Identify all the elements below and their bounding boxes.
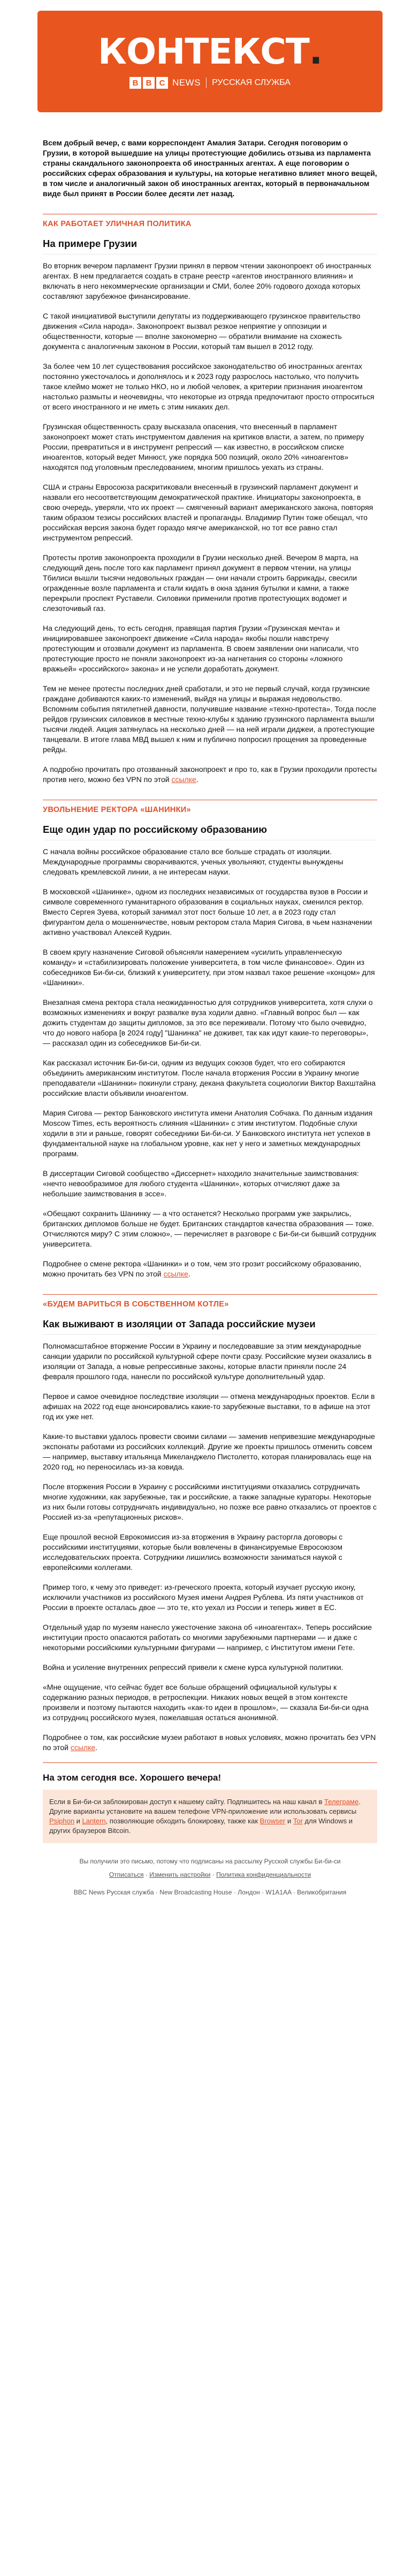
link-tail: . — [196, 775, 198, 784]
paragraph: Отдельный удар по музеям нанесло ужесточение закона об «иноагентах». Теперь российские институции просто опасаются работать со многими зарубежными партнерами — и даже с некоторыми российскими культурными фигурами — например, с Институтом имени Гете. — [43, 1623, 372, 1652]
paragraph: «Обещают сохранить Шанинку — а что останется? Несколько программ уже закрылись, британских дипломов больше не будет. Британских стандартов качества образования — тоже. Отчисляются миру? С этим сложно», — перечисляет в разговоре с Би-би-си бывший сотрудник университета. — [43, 1209, 377, 1248]
note-text: , позволяющие обходить блокировку, также как — [105, 1817, 260, 1825]
footer — [37, 1857, 383, 1897]
section-label: КАК РАБОТАЕТ УЛИЧНАЯ ПОЛИТИКА — [43, 220, 192, 228]
bbc-brand — [129, 77, 291, 89]
paragraph: С начала войны российское образование стало все больше страдать от изоляции. Международные программы сворачиваются, ученых увольняют, студенты вынуждены следовать кремлевской линии, а не интересам науки. — [43, 847, 343, 876]
link-tail: . — [95, 1743, 98, 1752]
bbc-block-c: C — [156, 77, 168, 89]
paragraph: После вторжения России в Украину с российскими институциями отказались сотрудничать многие художники, как зарубежные, так и российские, а также западные кураторы. Некоторые из них были готовы сотрудничать индивидуально, но позже все равно отказались от проектов с Россией из-за «репутационных рисков». — [43, 1482, 377, 1521]
section-georgia — [37, 214, 383, 785]
paragraph: За более чем 10 лет существования российское законодательство об иностранных агентах постоянно ужесточалось и дополнялось и к 2023 году разрослось настолько, что получить такое клеймо может не только НКО, но и любой человек, а критерии признания иноагентом настолько размыты и неочевидны, что некоторые из отряда предпочитают просто отпроситься от всего иностранного и не иметь с этим никаких дел. — [43, 362, 375, 411]
bbc-news-label: NEWS — [172, 78, 201, 88]
bbc-block-b1: B — [129, 77, 141, 89]
paragraph: «Мне ощущение, что сейчас будет все больше обращений официальной культуры к содержанию разных периодов, в ретроспекции. Никаких новых вещей в этом контексте произвели и поэтому пытаются находить «как-то идеи в прошлом», — сказала Би-би-си одна из сотрудниц российского музея, пожелавшая остаться анонимной. — [43, 1683, 369, 1722]
header-banner — [37, 11, 383, 112]
service-name: РУССКАЯ СЛУЖБА — [212, 78, 291, 87]
brand-divider — [206, 78, 207, 88]
section-shaninka — [37, 800, 383, 1279]
article-link[interactable]: ссылке — [70, 1743, 96, 1752]
note-text: и — [74, 1817, 82, 1825]
section-title: Еще один удар по российскому образованию — [43, 824, 268, 835]
section-museums — [37, 1294, 383, 1753]
paragraph: Внезапная смена ректора стала неожиданностью для сотрудников университета, хотя слухи о возможных изменениях и вокруг развалке вуза ходили давно. «Главный вопрос был — как дожить студентам до защиты дипломов, за это все переживали. Потому что было очевидно, что до нового набора [в 2024 году] "Шанинка" не доживет, так как идут какие-то переговоры», — рассказал один из собеседников Би-би-си. — [43, 998, 373, 1047]
paragraph-text: А подробно прочитать про отозванный законопроект и про то, как в Грузии проходили протесты против него, можно без VPN по этой — [43, 765, 377, 784]
psiphon-link[interactable]: Psiphon — [49, 1817, 74, 1825]
logo-dot: . — [309, 31, 322, 72]
paragraph-with-link — [43, 1732, 377, 1753]
section-label: УВОЛЬНЕНИЕ РЕКТОРА «ШАНИНКИ» — [43, 806, 191, 814]
intro-text: Всем добрый вечер, с вами корреспондент Амалия Затари. Сегодня поговорим о Грузии, в которой вышедшие на улицы протестующие добились отзыва из парламента страны скандального законопроекта об иностранных агентах. А еще поговорим о российских сферах образования и культуры, на которые негативно влияет много вещей, в том числе и аналогичный закон об иностранных агентах, который в первоначальном виде был принят в России более десяти лет назад. — [43, 138, 377, 198]
browser-link[interactable]: Browser — [259, 1817, 286, 1825]
newsletter — [37, 11, 383, 1897]
paragraph: Война и усиление внутренних репрессий привели к смене курса культурной политики. — [43, 1663, 343, 1672]
paragraph-text: Подробнее о смене ректора «Шанинки» и о том, чем это грозит российскому образованию, можно прочитать без VPN по этой — [43, 1259, 362, 1278]
lantern-link[interactable]: Lantern — [82, 1817, 106, 1825]
footer-links: Отписаться · Изменить настройки · Политика конфиденциальности — [109, 1871, 311, 1878]
paragraph: Пример того, к чему это приведет: из-греческого проекта, который изучает русскую икону, исключили участников из российского Музея имени Андрея Рублева. Из пяти участников от России в проекте осталась двое — это те, кто уехал из России и теперь живет в ЕС. — [43, 1583, 364, 1612]
paragraph-text: Подробнее о том, как российские музеи работают в новых условиях, можно прочитать без VPN по этой — [43, 1733, 376, 1752]
paragraph: С такой инициативой выступили депутаты из поддерживающего грузинское правительство движения «Сила народа». Законопроект вызвал резкое неприятие у оппозиции и общественности, которые — вполне закономерно — обратили внимание на схожесть документа с аналогичным законом в России, который там вышел в 2012 году. — [43, 312, 361, 351]
telegram-link[interactable]: Телеграме — [324, 1798, 359, 1806]
paragraph: Какие-то выставки удалось провести своими силами — заменив непривезшие международные экспонаты работами из российских коллекций. Другие же проекты пришлось отменить совсем — например, выставку итальянца Микеланджело Пистолетто, которая планировалась еще на 2020 год, но переносилась из-за ковида. — [43, 1432, 375, 1471]
note-text: для Windows и других браузеров Bitcoin. — [49, 1817, 353, 1835]
access-note — [43, 1790, 377, 1843]
paragraph: Первое и самое очевидное последствие изоляции — отмена международных проектов. Если в афишах на 2022 год еще анонсировались какие-то зарубежные выставки, то в афише на этот год их уже нет. — [43, 1392, 375, 1421]
note-text: . Другие варианты установите на вашем телефоне VPN-приложение или использовать сервисы — [49, 1798, 361, 1815]
bbc-block-b2: B — [143, 77, 155, 89]
paragraph-with-link — [43, 1259, 377, 1279]
paragraph: Мария Сигова — ректор Банковского института имени Анатолия Собчака. По данным издания Moscow Times, есть вероятность слияния «Шанинки» с этим институтом. Подобные слухи ходили в эти и раньше, говорят собеседники Би-би-си. У Банковского института нет успехов в фундаментальной науке на глобальном уровне, как нет у него и заметных международных программ. — [43, 1109, 373, 1158]
link-tail: . — [188, 1270, 190, 1278]
paragraph: В диссертации Сиговой сообщество «Диссернет» находило значительные заимствования: «нечто невообразимое для любого студента «Шанинки», которых отчисляют даже за небольшие заимствования в эссе». — [43, 1169, 359, 1198]
article-link[interactable]: ссылке — [171, 775, 196, 784]
paragraph: Тем не менее протесты последних дней сработали, и это не первый случай, когда грузинские граждане добиваются каких-то изменений, выйдя на улицы и выражая недовольство. Вспомним события пятилетней давности, получившие название «техно-протеста». Тогда после рейдов грузинских силовиков в местные техно-клубы к зданию грузинского парламента вышли тысячи людей. Акция затянулась на несколько дней — на ней играли диджеи, а протестующие танцевали. В итоге глава МВД вышел к ним и публично попросил прощения за проведенные рейды. — [43, 684, 377, 754]
bbc-logo — [129, 77, 168, 89]
section-title: На примере Грузии — [43, 238, 138, 249]
section-title: Как выживают в изоляции от Запада российские музеи — [43, 1318, 316, 1329]
paragraph: Как рассказал источник Би-би-си, одним из ведущих союзов будет, что его собираются объединить американским институтом. После начала вторжения России в Украину многие преподаватели «Шанинки» покинули страну, декана факультета социологии Виктор Вахштайна российские власти объявили иноагентом. — [43, 1058, 376, 1097]
logo-word: КОНТЕКСТ — [98, 31, 309, 72]
paragraph: Грузинская общественность сразу высказала опасения, что внесенный в парламент законопроект может стать инструментом давления на критиков власти, а затем, по примеру России, превратиться и в инструмент репрессий — как известно, в российском списке иноагентов, который ведет Минюст, уже порядка 500 позиций, около 20% «иноагентов» находятся под уголовным преследованием, многим пришлось уехать из страны. — [43, 422, 364, 471]
footer-subscription-note: Вы получили это письмо, потому что подписаны на рассылку Русской службы Би-би-си — [79, 1858, 341, 1865]
paragraph: Протесты против законопроекта проходили в Грузии несколько дней. Вечером 8 марта, на следующий день после того как парламент принял документ в первом чтении, на улицы Тбилиси вышли тысячи недовольных граждан — они начали строить баррикады, свесили огражденные возле парламента и стали кидать в окна здания бутылки и камни, а также перекрыли проспект Руставели. Силовики применили против протестующих водомет и слезоточивый газ. — [43, 553, 358, 613]
privacy-link[interactable]: Политика конфиденциальности — [216, 1871, 311, 1878]
email-body — [0, 11, 420, 1897]
paragraph: Полномасштабное вторжение России в Украину и последовавшие за этим международные санкции ударили по российской культурной сфере почти сразу. Российские музеи оказались в изоляции от Запада, а новые репрессивные законы, которые власти приняли после 24 февраля прошлого года, нанесли по российской культуре дополнительный удар. — [43, 1342, 372, 1381]
section-label: «БУДЕМ ВАРИТЬСЯ В СОБСТВЕННОМ КОТЛЕ» — [43, 1300, 229, 1309]
paragraph: В своем кругу назначение Сиговой объясняли намерением «усилить управленческую команду» и «стабилизировать положение университета, в том числе финансовое». Один из собеседников Би-би-си, близкий к университету, при этом назвал такое решение «концом» для «Шанинки». — [43, 948, 375, 987]
settings-link[interactable]: Изменить настройки — [149, 1871, 211, 1878]
title-divider — [43, 1334, 377, 1335]
note-text: Если в Би-би-си заблокирован доступ к нашему сайту. Подпишитесь на наш канал в — [49, 1798, 324, 1806]
paragraph: В московской «Шанинке», одном из последних независимых от государства вузов в России и символе современного гуманитарного образования в социальных науках, сменился ректор. Вместо Сергея Зуева, который занимал этот пост больше 10 лет, а в 2023 году стал фигурантом дела о мошенничестве, новым ректором стала Мария Сигова, в чьем назначении активно участвовал Алексей Кудрин. — [43, 887, 372, 937]
closing-line: На этом сегодня все. Хорошего вечера! — [43, 1773, 222, 1783]
paragraph: Во вторник вечером парламент Грузии принял в первом чтении законопроект об иностранных агентах. В нем предлагается создать в стране реестр «агентов иностранного влияния» и включать в него некоммерческие организации и СМИ, более 20% годового дохода которых составляют зарубежное финансирование. — [43, 261, 371, 300]
paragraph-with-link — [43, 764, 377, 785]
article-link[interactable]: ссылке — [163, 1270, 188, 1278]
tor-link[interactable]: Tor — [293, 1817, 303, 1825]
unsubscribe-link[interactable]: Отписаться — [109, 1871, 144, 1878]
paragraph: США и страны Евросоюза раскритиковали внесенный в грузинский парламент документ и назвали его несоответствующим демократической практике. Инициаторы законопроекта, в свою очередь, уверяли, что их проект — смягченный вариант американского закона, повторяя таким образом тезисы российских властей и пропаганды. Владимир Путин тоже обещал, что российская версия закона будет гораздо мягче американской, но тот все равно стал инструментом репрессий. — [43, 483, 373, 542]
paragraph: Еще прошлой весной Еврокомиссия из-за вторжения в Украину расторгла договоры с российскими институциями, которые были вовлечены в финансируемые Евросоюзом исследовательских проекта. Сотрудники лишились возможности заниматься наукой с европейскими коллегами. — [43, 1533, 343, 1572]
note-text: и — [285, 1817, 293, 1825]
paragraph: На следующий день, то есть сегодня, правящая партия Грузии «Грузинская мечта» и инициировавшее законопроект движение «Сила народа» якобы пошли навстречу протестующим и отозвали документ из парламента. В своем заявлении они написали, что протестующие просто не поняли законопроект из-за нагнетания со стороны «ложного вражьей» «российского» закона» и не успели доработать документ. — [43, 624, 359, 673]
kontekst-logo — [98, 31, 322, 72]
footer-address: BBC News Русская служба · New Broadcasting House · Лондон · W1A1AA · Великобритания — [73, 1889, 347, 1896]
